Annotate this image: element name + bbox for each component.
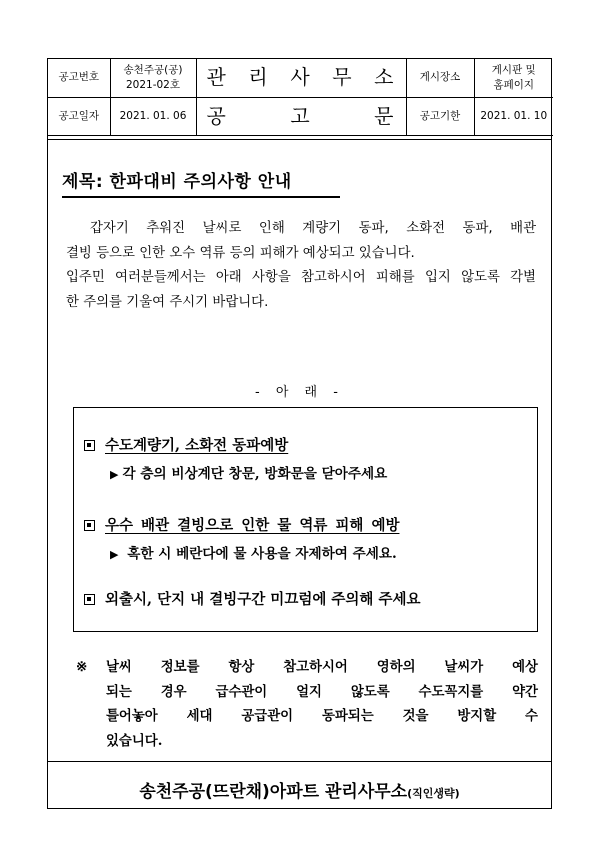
precaution-item	[84, 514, 399, 535]
notice-subject: 제목: 한파대비 주의사항 안내	[62, 167, 340, 198]
title-char: 리	[248, 65, 270, 90]
reference-mark: ※	[76, 659, 88, 675]
square-bullet-icon	[84, 520, 95, 531]
header-separator	[48, 139, 551, 140]
signature-separator	[48, 761, 551, 762]
caution-note	[76, 655, 538, 753]
intro-line: 한 주의를 기울여 주시기 바랍니다.	[66, 294, 269, 310]
title-char: 문	[374, 103, 396, 128]
title-char: 사	[290, 65, 312, 90]
post-period-label: 공고기한	[406, 97, 474, 135]
precaution-title: 외출시, 단지 내 결빙구간 미끄럼에 주의해 주세요	[105, 591, 421, 608]
precaution-item	[84, 588, 420, 609]
intro-line: 결빙 등으로 인한 오수 역류 등의 피해가 예상되고 있습니다.	[66, 245, 415, 261]
precaution-detail	[110, 542, 397, 562]
title-char: 관	[206, 65, 228, 90]
precaution-title: 우수 배관 결빙으로 인한 물 역류 피해 예방	[105, 517, 400, 534]
arae-heading: - 아 래 -	[255, 385, 344, 400]
notice-no-value: 송천주공(공) 2021-02호	[110, 59, 196, 97]
note-line: 되는 경우 급수관이 얼지 않도록 수도꼭지를 약간	[106, 683, 538, 700]
title-char: 소	[374, 65, 396, 90]
intro-line: 갑자기 추워진 날씨로 인해 계량기 동파, 소화전 동파, 배관	[90, 221, 536, 236]
intro-text	[66, 217, 536, 315]
square-bullet-icon	[84, 594, 95, 605]
title-char: 고	[290, 103, 312, 128]
note-line: 날씨 정보를 항상 참고하시어 영하의 날씨가 예상	[106, 659, 538, 675]
title-char: 공	[206, 103, 228, 128]
header-table	[48, 59, 553, 136]
signature-name: 송천주공(뜨란채)아파트 관리사무소	[139, 782, 408, 802]
notice-frame	[47, 58, 552, 809]
notice-date-value: 2021. 01. 06	[110, 97, 196, 135]
precaution-detail-text: 각 층의 비상계단 창문, 방화문을 닫아주세요	[122, 466, 388, 482]
notice-no-label: 공고번호	[48, 59, 110, 97]
precaution-detail-text: 혹한 시 베란다에 물 사용을 자제하여 주세요.	[127, 546, 397, 562]
precaution-item	[84, 434, 288, 455]
post-place-label: 게시장소	[406, 59, 474, 97]
note-line: 있습니다.	[106, 732, 163, 749]
office-title	[196, 59, 406, 97]
notice-title	[196, 97, 406, 135]
precautions-box	[73, 407, 538, 632]
intro-line: 입주민 여러분들께서는 아래 사항을 참고하시어 피해를 입지 않도록 각별	[66, 270, 536, 285]
precaution-title: 수도계량기, 소화전 동파예방	[105, 437, 289, 454]
title-char: 무	[332, 65, 354, 90]
signature	[48, 777, 551, 802]
post-place-value: 게시판 및 홈페이지	[474, 59, 553, 97]
note-line: 틀어놓아 세대 공급관이 동파되는 것을 방지할 수	[106, 708, 538, 725]
post-period-value: 2021. 01. 10	[474, 97, 553, 135]
seal-omitted: (직인생략)	[407, 787, 460, 800]
notice-date-label: 공고일자	[48, 97, 110, 135]
precaution-detail	[110, 462, 387, 482]
triangle-right-icon: ▶	[110, 468, 119, 481]
triangle-right-icon: ▶	[110, 548, 119, 561]
square-bullet-icon	[84, 440, 95, 451]
